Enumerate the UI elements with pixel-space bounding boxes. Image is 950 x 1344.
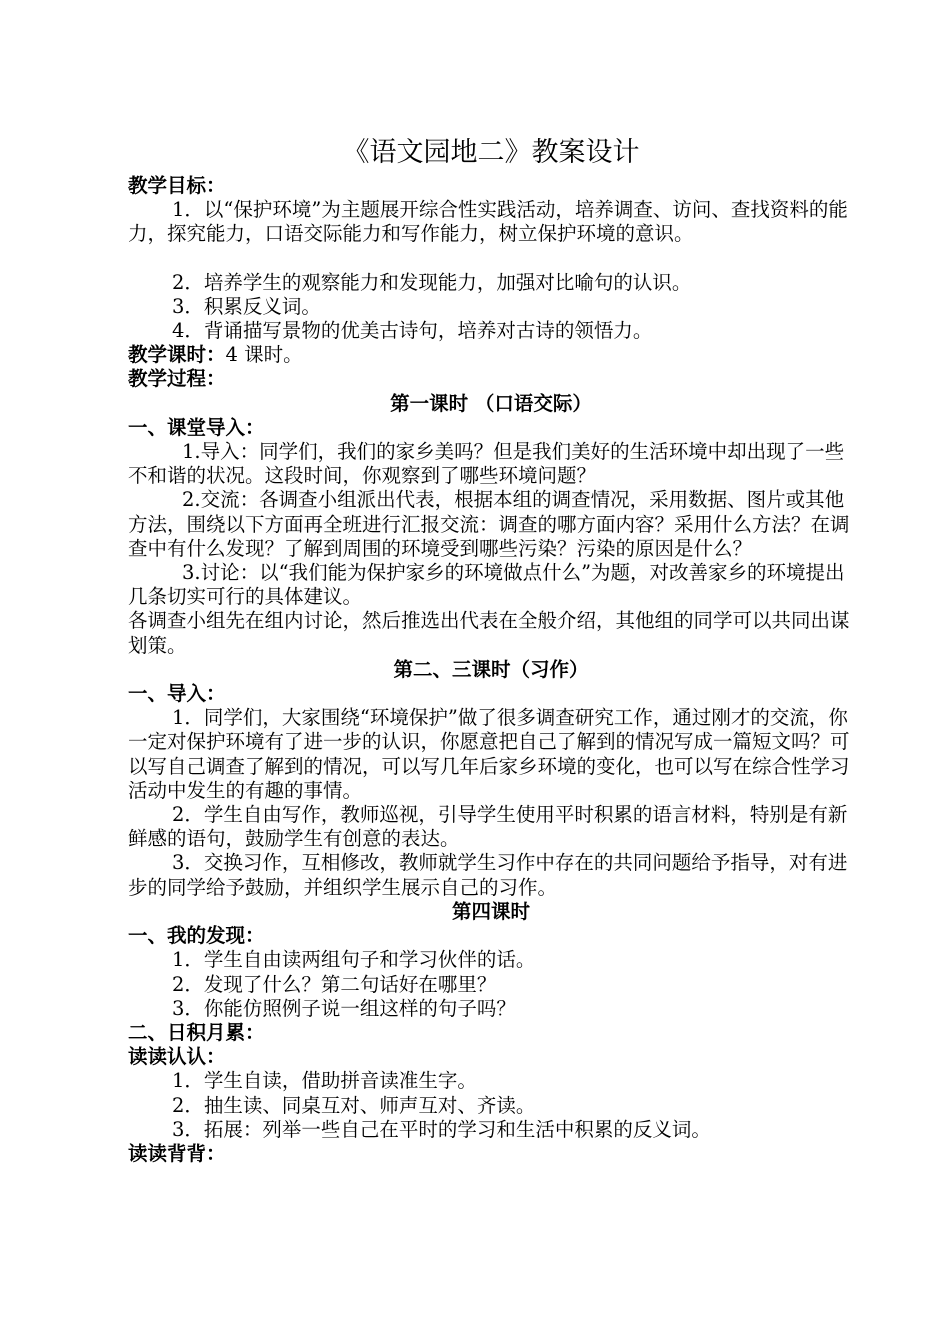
- list-item: 2．抽生读、同桌互对、师声互对、齐读。: [172, 1093, 536, 1117]
- list-item: 2．发现了什么？第二句话好在哪里？: [172, 972, 497, 996]
- lesson1-closing: 各调查小组先在组内讨论，然后推选出代表在全般介绍，其他组的同学可以共同出谋划策。: [128, 609, 850, 657]
- lesson1-paragraph: 1.导入：同学们，我们的家乡美吗？但是我们美好的生活环境中却出现了一些不和谐的状况。这段时间，你观察到了哪些环境问题？: [128, 440, 845, 488]
- subheading-read-recite: 读读背背：: [128, 1141, 226, 1165]
- blank-line: [128, 247, 854, 271]
- document-page: [128, 136, 854, 1166]
- lesson23-paragraph: 1．同学们，大家围绕“环境保护”做了很多调查研究工作，通过刚才的交流，你一定对保护环境有了进一步的认识，你愿意把自己了解到的情况写成一篇短文吗？可以写自己调查了解到的情况，可以写几年后家乡环境的变化，也可以写在综合性学习活动中发生的有趣的事情。: [128, 706, 850, 802]
- list-item: 3．拓展：列举一些自己在平时的学习和生活中积累的反义词。: [172, 1117, 711, 1141]
- hours-value: 4 课时。: [225, 343, 303, 367]
- goal-item: 3．积累反义词。: [172, 294, 321, 318]
- list-item: 3．你能仿照例子说一组这样的句子吗？: [172, 996, 516, 1020]
- lesson1-heading: 第一课时 （口语交际）: [390, 391, 592, 415]
- goals-heading: 教学目标：: [128, 174, 226, 197]
- goal-item: 1．以“保护环境”为主题展开综合性实践活动，培养调查、访问、查找资料的能力，探究能力，口语交际能力和写作能力，树立保护环境的意识。: [128, 198, 848, 246]
- hours-label: 教学课时：: [128, 343, 226, 367]
- lesson4-heading: 第四课时: [451, 899, 530, 923]
- process-heading: 教学过程：: [128, 367, 226, 391]
- subheading-read-recognize: 读读认认：: [128, 1045, 226, 1069]
- goal-item: 4．背诵描写景物的优美古诗句，培养对古诗的领悟力。: [172, 319, 653, 343]
- list-item: 1．学生自由读两组句子和学习伙伴的话。: [172, 948, 536, 972]
- lesson1-section-heading: 一、课堂导入：: [128, 415, 265, 439]
- lesson1-paragraph: 2.交流：各调查小组派出代表，根据本组的调查情况，采用数据、图片或其他方法，围绕以下方面再全班进行汇报交流：调查的哪方面内容？采用什么方法？在调查中有什么发现？了解到周围的环境受到哪些污染？污染的原因是什么？: [128, 488, 850, 560]
- lesson4-section1-heading: 一、我的发现：: [128, 924, 265, 948]
- goal-item: 2．培养学生的观察能力和发现能力，加强对比喻句的认识。: [172, 270, 692, 294]
- lesson1-paragraph: 3.讨论：以“我们能为保护家乡的环境做点什么”为题，对改善家乡的环境提出几条切实可行的具体建议。: [128, 561, 845, 609]
- lesson23-paragraph: 2．学生自由写作，教师巡视，引导学生使用平时积累的语言材料，特别是有新鲜感的语句，鼓励学生有创意的表达。: [128, 803, 848, 851]
- list-item: 1．学生自读，借助拼音读准生字。: [172, 1069, 477, 1093]
- lesson23-section-heading: 一、导入：: [128, 682, 226, 706]
- lesson23-heading: 第二、三课时（习作）: [393, 657, 589, 681]
- lesson23-paragraph: 3．交换习作，互相修改，教师就学生习作中存在的共同问题给予指导，对有进步的同学给予鼓励，并组织学生展示自己的习作。: [128, 851, 848, 899]
- hours-line: [128, 343, 854, 367]
- document-title: 《语文园地二》教案设计: [342, 137, 640, 168]
- lesson4-section2-heading: 二、日积月累：: [128, 1020, 265, 1044]
